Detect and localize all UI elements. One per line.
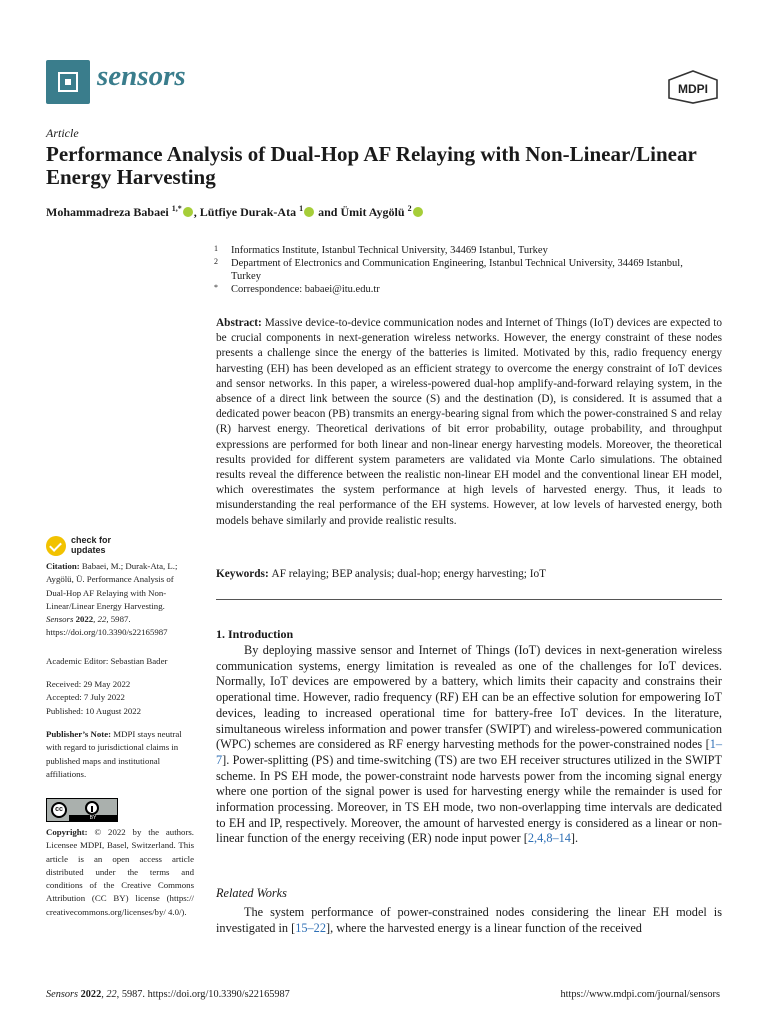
paragraph-text: The system performance of power-constrained nodes considering the linear EH model is investigated in [ <box>216 905 722 935</box>
citation-journal: Sensors <box>46 614 74 625</box>
checkmark-icon <box>46 536 66 556</box>
abstract <box>216 316 722 529</box>
orcid-icon[interactable] <box>413 207 423 217</box>
affiliations <box>214 244 714 296</box>
citation-year: 2022 <box>75 614 94 625</box>
author-affil-mark: 1 <box>299 204 304 213</box>
citation-doi[interactable]: , 5987. https://doi.org/10.3390/s22165987 <box>46 614 168 638</box>
check-updates-label <box>71 535 111 555</box>
footer-citation: Sensors 2022, 22, 5987. https://doi.org/10.3390/s22165987 <box>46 989 290 1000</box>
author-separator: , <box>193 205 200 219</box>
citation-block: Citation: Babaei, M.; Durak-Ata, L.; Aygölü, Ü. Performance Analysis of Dual-Hop AF Relaying with Non-Linear/Linear Energy Harvesting. Sensors 2022, 22, 5987. https://doi.org/10.3390/s22165987 <box>46 561 178 638</box>
publication-dates <box>46 678 194 718</box>
orcid-icon[interactable] <box>304 207 314 217</box>
publisher-note-label: Publisher’s Note: <box>46 729 112 739</box>
academic-editor: Academic Editor: Sebastian Bader <box>46 656 168 666</box>
affil-text: Informatics Institute, Istanbul Technical University, 34469 Istanbul, Turkey <box>231 245 548 256</box>
journal-name: sensors <box>97 60 186 92</box>
author-name[interactable]: Lütfiye Durak-Ata <box>199 205 297 219</box>
section-heading: 1. Introduction <box>216 627 294 641</box>
subsection-heading: Related Works <box>216 886 287 900</box>
footer-doi[interactable]: , 5987. https://doi.org/10.3390/s22165987 <box>116 989 290 1000</box>
received-date: Received: 29 May 2022 <box>46 679 131 689</box>
correspondence-text: Correspondence: babaei@itu.edu.tr <box>231 284 380 295</box>
footer-journal-url[interactable]: https://www.mdpi.com/journal/sensors <box>560 989 720 1000</box>
affil-mark: 2 <box>214 257 218 266</box>
citation-link[interactable]: 2,4,8–14 <box>527 831 571 846</box>
author-name[interactable]: Mohammadreza Babaei <box>46 205 169 219</box>
check-for-updates-button[interactable] <box>46 534 166 558</box>
affiliation-item <box>214 244 714 257</box>
author-name[interactable]: Ümit Aygölü <box>340 205 405 219</box>
article-type: Article <box>46 126 79 140</box>
affil-mark: 1 <box>214 244 218 253</box>
abstract-label: Abstract: <box>216 317 262 329</box>
author-affil-mark: 2 <box>407 204 412 213</box>
affiliation-item <box>214 283 714 296</box>
author-affil-mark: 1,* <box>171 204 182 213</box>
copyright-block <box>46 826 194 919</box>
paragraph-text: ]. Power-splitting (PS) and time-switching (TS) are two EH receiver structures utilized in the SWIPT scheme. In PS EH mode, the power-constraint node harvests power from the incoming signal energy where one portion of the signal power is used for harvesting energy while the remainder is used for information processing. Moreover, in TS EH mode, two non-overlapping time intervals are dedicated to EH and IP, respectively. Moreover, the amount of harvested energy is considered as a linear or non-linear function of the energy receiving (ER) node input power [ <box>216 752 722 846</box>
footer-year: 2022 <box>80 989 102 1000</box>
publisher-note <box>46 728 194 781</box>
section-divider <box>216 599 722 600</box>
paragraph-text: ], where the harvested energy is a linear function of the received <box>325 920 642 935</box>
body-paragraph <box>216 905 722 936</box>
cc-by-license-icon[interactable] <box>46 798 118 822</box>
author-separator: and <box>315 205 341 219</box>
keywords <box>216 568 722 580</box>
affiliation-item <box>214 257 714 283</box>
author-list <box>46 204 424 220</box>
by-label: BY <box>69 815 117 821</box>
publisher-note-text: MDPI stays neutral with regard to jurisdictional claims in published maps and institutional affiliations. <box>46 729 182 779</box>
footer-journal: Sensors <box>46 989 79 1000</box>
paper-title: Performance Analysis of Dual-Hop AF Relaying with Non-Linear/Linear Energy Harvesting <box>46 142 697 189</box>
publisher-name: MDPI <box>678 82 708 96</box>
paragraph-text: ]. <box>570 831 579 846</box>
check-updates-line: updates <box>71 545 106 555</box>
citation-link[interactable]: 1–7 <box>216 737 722 767</box>
accepted-date: Accepted: 7 July 2022 <box>46 692 125 703</box>
affil-mark: * <box>214 283 218 292</box>
citation-link[interactable]: 15–22 <box>295 920 326 935</box>
abstract-text: Massive device-to-device communication nodes and Internet of Things (IoT) devices are expected to be crucial components in next-generation wireless networks. However, the energy constraint of these nodes presents a challenge since the energy of the batteries is limited. Motivated by this, radio frequency energy harvesting (EH) has been developed as an efficient strategy to overcome the energy constraint of IoT devices and sensor networks. In this paper, a wireless-powered dual-hop amplify-and-forward relaying system, in the absence of a direct link between the source (S) and the destination (D), is considered. It is assumed that a dedicated power beacon (PB) transmits an energy-bearing signal from which the power-constrained S and relay (R) harvest energy. Theoretical derivations of bit error probability, outage probability, and throughput expressions are performed for both linear and non-linear energy harvesting models. Moreover, the theoretical results provided for different system parameters are validated via Monte Carlo simulations. The obtained results reveal the difference between the realistic non-linear EH model and the conventional linear EH model, which overestimates the system performance at high levels of harvested energy. Thus, it leads to misunderstanding the real performance of the EH systems. However, at low levels of harvested energy, both models behave similarly and provide realistic results. <box>216 317 722 527</box>
orcid-icon[interactable] <box>183 207 193 217</box>
citation-label: Citation: <box>46 561 80 571</box>
footer-volume: 22 <box>106 989 117 1000</box>
citation-text: Babaei, M.; Durak-Ata, L.; Aygölü, Ü. Performance Analysis of Dual-Hop AF Relaying with Non-Linear/Linear Energy Harvesting. <box>46 561 178 611</box>
copyright-text: © 2022 by the authors. Licensee MDPI, Basel, Switzerland. This article is an open access article distributed under the terms and conditions of the Creative Commons Attribution (CC BY) license (https:// creativecommons.org/licenses/by/ 4.0/). <box>46 827 194 917</box>
keywords-label: Keywords: <box>216 568 269 580</box>
cc-icon: cc <box>51 802 67 818</box>
check-updates-line: check for <box>71 535 112 545</box>
keywords-text: AF relaying; BEP analysis; dual-hop; energy harvesting; IoT <box>271 568 547 580</box>
body-paragraph <box>216 643 722 847</box>
journal-logo-icon <box>46 60 90 104</box>
person-icon <box>85 801 99 815</box>
citation-volume: 22 <box>97 614 107 625</box>
published-date: Published: 10 August 2022 <box>46 705 142 716</box>
mdpi-logo-icon <box>667 70 719 104</box>
paragraph-text: By deploying massive sensor and Internet of Things (IoT) devices in next-generation wireless communication systems, energy limitation is revealed as one of the challenges for IoT devices. Normally, IoT devices are empowered by a battery, which limits their capacity and constrains their operational time. However, radio frequency (RF) EH can be an effective solution for empowering IoT devices, leading to increased operational time for battery-free IoT devices. In the literature, simultaneous wireless information and power transfer (SWIPT) and wireless-powered communication (WPC) schemes are considered as RF energy harvesting methods for the power-constrained nodes [ <box>216 643 722 752</box>
copyright-label: Copyright: <box>46 827 88 837</box>
affil-text: Department of Electronics and Communication Engineering, Istanbul Technical University, 34469 Istanbul, Turkey <box>231 258 683 282</box>
